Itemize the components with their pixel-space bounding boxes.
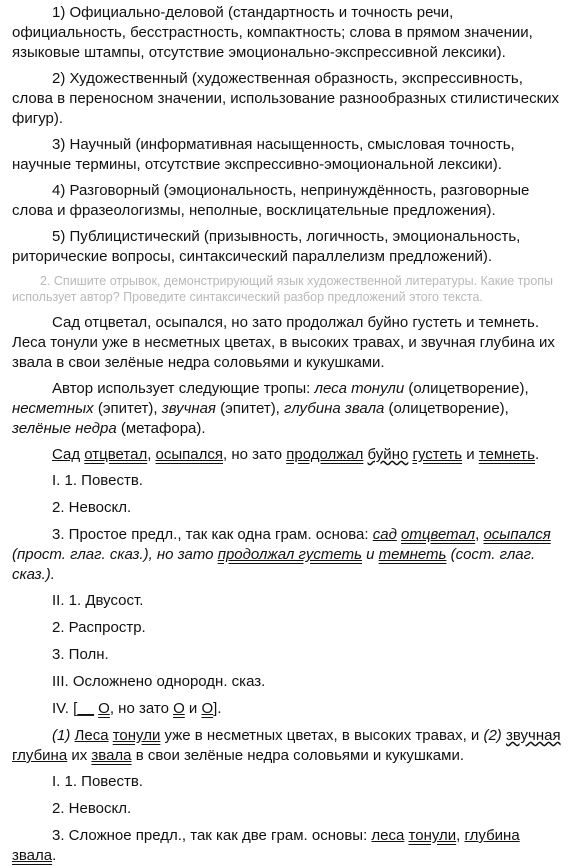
- trope-5: зелёные недра: [12, 420, 117, 437]
- scheme-blank: __: [77, 700, 94, 717]
- trope-4-note: (олицетворение),: [388, 400, 509, 417]
- s2-part-1: уже в несметных цветах, в высоких травах, и: [164, 727, 480, 744]
- s2-predicate-2: звала: [91, 747, 132, 764]
- style-item-3: 3) Научный (информативная насыщенность, смысловая точность, научные термины, отсутствие экспрессивно-эмоциональной лексики).: [12, 136, 515, 173]
- scheme-start: IV. [: [52, 700, 78, 717]
- s1-analysis-3: 3. Простое предл., так как одна грам. основа: сад отцветал, осыпался (прост. глаг. сказ.), но зато продолжал густеть и темнеть (сост. глаг. сказ.).: [12, 526, 551, 583]
- style-item-1: 1) Официально-деловой (стандартность и точность речи, официальность, бесстрастность, компактность; слова в прямом значении, языковые штампы, отсутствие эмоционально-экспрессивной лексики).: [12, 4, 533, 61]
- s1-scheme: [12, 699, 562, 719]
- trope-5-note: (метафора).: [120, 420, 206, 437]
- s2-subject-2: глубина: [12, 747, 68, 764]
- parsed-sentence-2: [12, 726, 562, 766]
- s2-a3-subject-1: леса: [371, 827, 405, 844]
- s2-a3-start: 3. Сложное предл., так как две грам. основы:: [52, 827, 368, 844]
- s1-predicate-5: темнеть: [478, 446, 535, 463]
- trope-1: леса тонули: [314, 380, 405, 397]
- s1-a3-end: (сост. глаг. сказ.).: [12, 546, 536, 583]
- trope-4: глубина звала: [284, 400, 385, 417]
- s1-analysis-b3: 3. Полн.: [52, 646, 109, 663]
- tropes-intro: Автор использует следующие тропы:: [52, 380, 311, 397]
- s1-a3-start: 3. Простое предл., так как одна грам. основа:: [52, 526, 369, 543]
- trope-2: несметных: [12, 400, 94, 417]
- scheme-o3: O: [201, 700, 214, 717]
- s1-analysis-2: 2. Невоскл.: [52, 499, 132, 516]
- parsed-sentence-1: Сад отцветал, осыпался, но зато продолжал буйно густеть и темнеть.: [52, 446, 540, 463]
- tropes-paragraph: [12, 379, 562, 439]
- trope-2-note: (эпитет),: [97, 400, 158, 417]
- s2-analysis-1: I. 1. Повеств.: [52, 773, 143, 790]
- s1-a3-pred-4: темнеть: [378, 546, 447, 563]
- s1-analysis-b1: II. 1. Двусост.: [52, 592, 144, 609]
- s2-part-2: в свои зелёные недра соловьями и кукушками.: [135, 747, 464, 764]
- s1-a3-subject: сад: [372, 526, 397, 543]
- s1-end: .: [534, 446, 540, 463]
- s2-num-1: (1): [52, 727, 71, 744]
- s1-a3-mid: (прост. глаг. сказ.), но зато: [12, 546, 214, 563]
- s1-conjunction: , но зато: [223, 446, 283, 463]
- s2-a3-pred-1: тонули: [408, 827, 457, 844]
- s1-a3-pred-1: отцветал: [401, 526, 476, 543]
- s1-and: и: [466, 446, 475, 463]
- scheme-end: ].: [213, 700, 222, 717]
- trope-3-note: (эпитет),: [220, 400, 280, 417]
- s1-predicate-2: осыпался: [155, 446, 224, 463]
- s1-analysis-c1: III. Осложнено однородн. сказ.: [52, 673, 266, 690]
- trope-1-note: (олицетворение),: [408, 380, 529, 397]
- s2-analysis-2: 2. Невоскл.: [52, 800, 132, 817]
- s2-subject-1: Леса: [74, 727, 109, 744]
- scheme-and: и: [188, 700, 198, 717]
- scheme-o2: O: [173, 700, 185, 717]
- s2-predicate-1: тонули: [112, 727, 161, 744]
- s1-analysis-1: I. 1. Повеств.: [52, 472, 143, 489]
- s2-analysis-3: 3. Сложное предл., так как две грам. основы: леса тонули, глубина звала.: [12, 827, 520, 864]
- s1-adverbial: буйно: [367, 446, 409, 463]
- s2-num-2: (2): [483, 727, 502, 744]
- s2-attribute: звучная: [505, 727, 561, 744]
- trope-3: звучная: [161, 400, 216, 417]
- s2-a3-pred-2: звала: [12, 847, 53, 864]
- style-item-5: 5) Публицистический (призывность, логичность, эмоциональность, риторические вопросы, синтаксический параллелизм предложений).: [12, 228, 521, 265]
- s2-their: их: [71, 747, 88, 764]
- s2-a3-subject-2: глубина: [464, 827, 520, 844]
- s1-analysis-b2: 2. Распростр.: [52, 619, 146, 636]
- style-item-2: 2) Художественный (художественная образность, экспрессивность, слова в переносном значении, использование разнообразных стилистических фигур).: [12, 70, 560, 127]
- s1-subject: Сад: [52, 446, 81, 463]
- scheme-mid: , но зато: [109, 700, 169, 717]
- s1-predicate-4: густеть: [412, 446, 463, 463]
- s1-predicate-1: отцветал: [84, 446, 148, 463]
- excerpt-paragraph: Сад отцветал, осыпался, но зато продолжал буйно густеть и темнеть. Леса тонули уже в несметных цветах, в высоких травах, и звучная глубина их звала в свои зелёные недра соловьями и кукушками.: [12, 314, 555, 371]
- s1-a3-pred-2: осыпался: [483, 526, 551, 543]
- s1-a3-pred-3: продолжал густеть: [217, 546, 362, 563]
- style-item-4: 4) Разговорный (эмоциональность, непринуждённость, разговорные слова и фразеологизмы, неполные, восклицательные предложения).: [12, 182, 530, 219]
- s1-a3-and: и: [366, 546, 375, 563]
- s2-a3-end: .: [52, 847, 57, 864]
- task-text-faded: 2. Спишите отрывок, демонстрирующий язык художественной литературы. Какие тропы использует автор? Проведите синтаксический разбор предложений этого текста.: [12, 274, 554, 304]
- s1-predicate-3: продолжал: [286, 446, 364, 463]
- scheme-o1: O: [98, 700, 110, 717]
